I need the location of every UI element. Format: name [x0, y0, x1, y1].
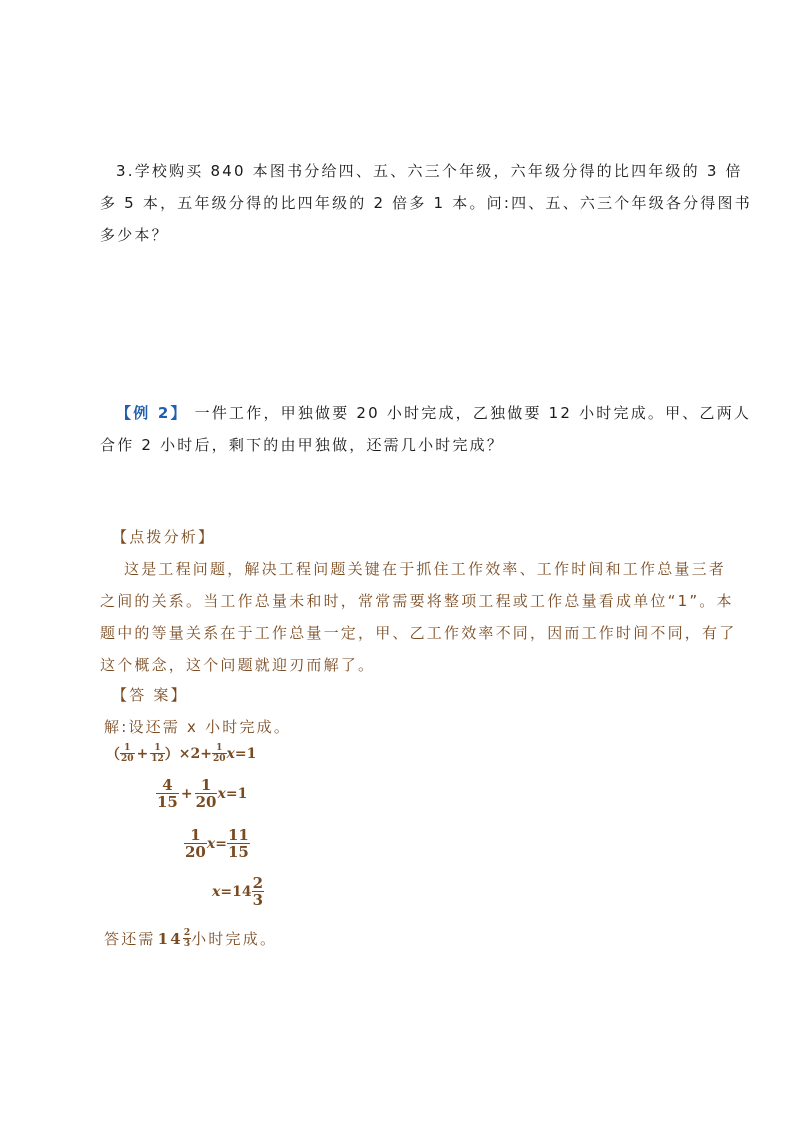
eq1-f3-numerator: 1 — [216, 743, 223, 753]
example2-line2: 合作 2 小时后，剩下的由甲独做，还需几小时完成？ — [100, 436, 505, 454]
analysis-heading: 【点拨分析】 — [112, 528, 216, 546]
eq1-rhs: =1 — [234, 746, 257, 762]
eq4-denominator: 3 — [252, 891, 264, 909]
eq1-open-paren: （ — [106, 747, 120, 763]
eq1-f1-numerator: 1 — [124, 743, 131, 753]
final-prefix: 答还需 — [104, 930, 156, 948]
eq3-fraction-2 — [227, 828, 250, 860]
eq1-close-paren: ） — [164, 747, 179, 763]
example2-text1: 一件工作，甲独做要 20 小时完成，乙独做要 12 小时完成。甲、乙两人 — [187, 404, 752, 422]
equation-4 — [212, 876, 264, 908]
eq1-f2-denominator: 12 — [151, 754, 164, 764]
equation-3 — [184, 828, 250, 860]
final-answer — [104, 928, 277, 949]
eq2-plus: + — [180, 786, 193, 802]
eq4-variable: x — [212, 884, 221, 900]
eq2-fraction-1 — [156, 778, 179, 810]
eq1-times-two: ×2+ — [178, 746, 212, 762]
eq1-f1-denominator: 20 — [121, 754, 134, 764]
eq3-f1-denominator: 20 — [185, 843, 206, 861]
eq3-f2-numerator: 11 — [227, 826, 249, 844]
analysis-line4: 这个概念，这个问题就迎刃而解了。 — [100, 656, 376, 674]
eq1-fraction-2 — [150, 744, 165, 764]
eq2-rhs: =1 — [225, 786, 248, 802]
eq2-f2-numerator: 1 — [200, 776, 212, 794]
eq2-f1-numerator: 4 — [162, 776, 173, 794]
equation-1 — [106, 744, 256, 764]
eq2-fraction-2 — [195, 778, 218, 810]
eq1-f2-numerator: 1 — [154, 743, 161, 753]
example2-tag: 【例 2】 — [116, 404, 188, 422]
eq1-fraction-3 — [212, 744, 227, 764]
eq4-fraction — [252, 876, 264, 908]
analysis-line1: 这是工程问题，解决工程问题关键在于抓住工作效率、工作时间和工作总量三者 — [124, 560, 727, 578]
equation-2 — [156, 778, 247, 810]
eq2-f1-denominator: 15 — [157, 793, 178, 811]
final-denominator: 3 — [183, 938, 191, 949]
eq1-f3-denominator: 20 — [213, 754, 226, 764]
eq3-f2-denominator: 15 — [227, 843, 249, 861]
eq3-fraction-1 — [184, 828, 207, 860]
eq3-variable: x — [206, 836, 216, 852]
eq4-whole: 14 — [232, 884, 252, 900]
final-fraction — [183, 929, 191, 949]
eq1-variable: x — [226, 746, 235, 762]
final-suffix: 小时完成。 — [191, 930, 278, 948]
final-numerator: 2 — [183, 927, 191, 938]
example2-line1 — [116, 402, 751, 423]
problem3-line1: 3.学校购买 840 本图书分给四、五、六三个年级，六年级分得的比四年级的 3 倍 — [116, 162, 743, 180]
eq4-numerator: 2 — [252, 874, 264, 892]
analysis-line2: 之间的关系。当工作总量未和时，常常需要将整项工程或工作总量看成单位“1”。本 — [100, 592, 734, 610]
analysis-line3: 题中的等量关系在于工作总量一定，甲、乙工作效率不同，因而工作时间不同，有了 — [100, 624, 737, 642]
eq2-f2-denominator: 20 — [195, 793, 217, 811]
eq3-equals: = — [215, 836, 227, 852]
eq2-variable: x — [217, 786, 226, 802]
answer-heading: 【答 案】 — [112, 686, 188, 704]
problem3-line3: 多少本？ — [100, 226, 169, 244]
problem3-line2: 多 5 本，五年级分得的比四年级的 2 倍多 1 本。问:四、五、六三个年级各分得图书 — [100, 194, 752, 212]
eq4-equals: = — [220, 884, 233, 900]
eq3-f1-numerator: 1 — [190, 826, 201, 844]
eq1-plus: + — [136, 746, 149, 762]
final-whole: 14 — [157, 929, 183, 948]
answer-intro: 解:设还需 x 小时完成。 — [104, 718, 292, 736]
eq1-fraction-1 — [120, 744, 135, 764]
